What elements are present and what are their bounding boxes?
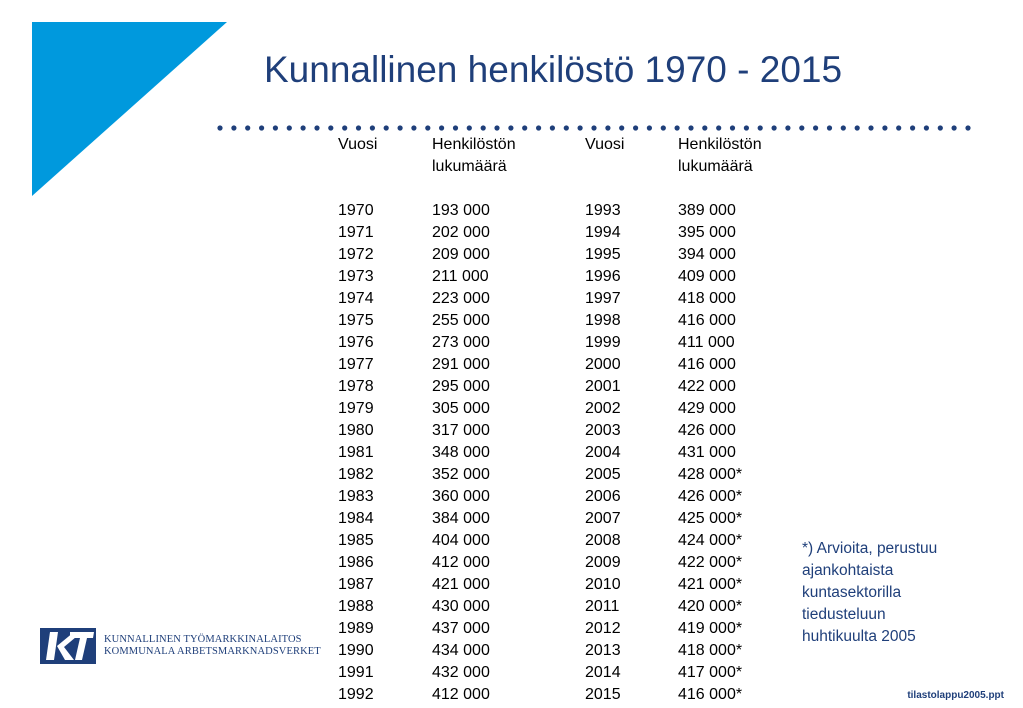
divider-dot [605,125,610,130]
divider-dot [370,125,375,130]
count-cell: 409 000 [678,268,736,285]
count-cell: 317 000 [432,422,490,439]
year-cell: 2001 [585,378,621,395]
corner-triangle [32,22,227,196]
divider-dot [314,125,319,130]
count-cell: 416 000 [678,312,736,329]
count-cell: 411 000 [678,334,735,351]
divider-dot [938,125,943,130]
year-cell: 1989 [338,620,374,637]
kt-logo-icon [40,628,96,664]
column-header: Henkilöstön [678,136,762,153]
year-cell: 2005 [585,466,621,483]
footnote-line: *) Arvioita, perustuu [802,540,938,557]
count-cell: 360 000 [432,488,490,505]
year-cell: 2013 [585,642,621,659]
count-list [432,200,516,706]
year-cell: 1998 [585,312,621,329]
table-right-year-column [585,134,624,706]
divider-dot [425,125,430,130]
count-cell: 429 000 [678,400,736,417]
year-cell: 1996 [585,268,621,285]
count-list [678,200,762,706]
year-cell: 2006 [585,488,621,505]
count-cell: 430 000 [432,598,490,615]
divider-dot [633,125,638,130]
year-cell: 1983 [338,488,374,505]
count-cell: 412 000 [432,554,490,571]
divider-dot [522,125,527,130]
table-right-count-column [678,134,762,706]
divider-dot [536,125,541,130]
divider-dot [785,125,790,130]
year-cell: 2011 [585,598,620,615]
year-cell: 1977 [338,356,374,373]
count-cell: 422 000* [678,554,743,571]
count-cell: 421 000 [432,576,490,593]
count-cell: 295 000 [432,378,490,395]
count-cell: 428 000* [678,466,743,483]
divider-dot [342,125,347,130]
divider-dot [688,125,693,130]
divider-dot [273,125,278,130]
year-cell: 1972 [338,246,374,263]
divider-dot [813,125,818,130]
column-header: Vuosi [338,136,378,153]
divider-dot [508,125,513,130]
divider-dot [868,125,873,130]
count-cell: 394 000 [678,246,736,263]
divider-dot [259,125,264,130]
year-cell: 1978 [338,378,374,395]
divider-dot [772,125,777,130]
count-cell: 418 000 [678,290,736,307]
count-cell: 223 000 [432,290,490,307]
divider-dot [661,125,666,130]
year-cell: 1997 [585,290,621,307]
count-cell: 209 000 [432,246,490,263]
footnote-line: tiedusteluun [802,606,886,623]
year-cell: 1971 [338,224,374,241]
divider-dot [287,125,292,130]
table-left-count-column [432,134,516,706]
footnote-line: kuntasektorilla [802,584,902,601]
year-cell: 1973 [338,268,374,285]
count-cell: 412 000 [432,686,490,703]
count-cell: 419 000* [678,620,743,637]
count-cell: 432 000 [432,664,490,681]
divider-dot [217,125,222,130]
count-cell: 416 000 [678,356,736,373]
year-cell: 1986 [338,554,374,571]
year-cell: 1993 [585,202,621,219]
column-header: Henkilöstön [432,136,516,153]
count-cell: 417 000* [678,664,743,681]
divider-dot [494,125,499,130]
year-cell: 2014 [585,664,621,681]
logo-line-sv: KOMMUNALA ARBETSMARKNADSVERKET [104,646,321,657]
logo-text [104,634,321,658]
year-cell: 1975 [338,312,374,329]
divider-dot [730,125,735,130]
year-cell: 1999 [585,334,621,351]
count-cell: 420 000* [678,598,743,615]
divider-dot [827,125,832,130]
count-cell: 426 000* [678,488,743,505]
divider-dot [882,125,887,130]
year-cell: 1994 [585,224,621,241]
year-cell: 1982 [338,466,374,483]
year-cell: 1990 [338,642,374,659]
divider-dot [481,125,486,130]
count-cell: 416 000* [678,686,743,703]
table-left-year-column [338,134,377,706]
count-cell: 437 000 [432,620,490,637]
divider-dot [675,125,680,130]
count-cell: 305 000 [432,400,490,417]
year-cell: 2012 [585,620,621,637]
divider-dot [328,125,333,130]
divider-dot [564,125,569,130]
divider-dot [398,125,403,130]
divider-dot [453,125,458,130]
divider-dot [910,125,915,130]
divider-dot [245,125,250,130]
divider-dot [356,125,361,130]
year-cell: 1980 [338,422,374,439]
year-cell: 2000 [585,356,621,373]
divider-dot [799,125,804,130]
footnote [802,538,1002,648]
year-cell: 1987 [338,576,374,593]
divider-dot [384,125,389,130]
logo-line-fi: KUNNALLINEN TYÖMARKKINALAITOS [104,634,302,645]
count-cell: 422 000 [678,378,736,395]
year-cell: 1974 [338,290,374,307]
count-cell: 418 000* [678,642,743,659]
corner-decoration [0,0,240,200]
year-cell: 1984 [338,510,374,527]
year-cell: 2009 [585,554,621,571]
divider-dot [439,125,444,130]
divider-dot [758,125,763,130]
year-cell: 2008 [585,532,621,549]
count-cell: 425 000* [678,510,743,527]
year-cell: 2010 [585,576,621,593]
count-cell: 431 000 [678,444,736,461]
divider-dot [578,125,583,130]
year-cell: 1979 [338,400,374,417]
divider-dot [619,125,624,130]
count-cell: 273 000 [432,334,490,351]
count-cell: 426 000 [678,422,736,439]
count-cell: 348 000 [432,444,490,461]
footnote-line: ajankohtaista [802,562,894,579]
count-cell: 384 000 [432,510,490,527]
count-cell: 202 000 [432,224,490,241]
count-cell: 424 000* [678,532,743,549]
year-cell: 1985 [338,532,374,549]
divider-dot [550,125,555,130]
year-cell: 2004 [585,444,621,461]
column-header-unit: lukumäärä [678,158,753,175]
slide-title: Kunnallinen henkilöstö 1970 - 2015 [264,49,843,90]
year-cell: 1991 [338,664,374,681]
divider-dot [647,125,652,130]
year-cell: 2015 [585,686,621,703]
year-cell: 2003 [585,422,621,439]
divider-dot [467,125,472,130]
year-list [585,200,624,706]
divider-dot [411,125,416,130]
footnote-line: huhtikuulta 2005 [802,628,916,645]
file-name: tilastolappu2005.ppt [907,690,1004,701]
divider-dot [231,125,236,130]
count-cell: 352 000 [432,466,490,483]
column-header-unit: lukumäärä [432,158,507,175]
year-list [338,200,377,706]
divider-dot [841,125,846,130]
year-cell: 2007 [585,510,621,527]
year-cell: 2002 [585,400,621,417]
divider-dot [744,125,749,130]
divider-dot [716,125,721,130]
column-header: Vuosi [585,136,625,153]
year-cell: 1970 [338,202,374,219]
count-cell: 434 000 [432,642,490,659]
count-cell: 395 000 [678,224,736,241]
organization-logo [40,628,321,664]
year-cell: 1992 [338,686,374,703]
count-cell: 404 000 [432,532,490,549]
count-cell: 255 000 [432,312,490,329]
year-cell: 1988 [338,598,374,615]
count-cell: 291 000 [432,356,490,373]
divider-dot [591,125,596,130]
dotted-divider [214,120,974,134]
count-cell: 193 000 [432,202,490,219]
divider-dot [301,125,306,130]
count-cell: 211 000 [432,268,489,285]
divider-dot [855,125,860,130]
count-cell: 389 000 [678,202,736,219]
divider-dot [896,125,901,130]
divider-dot [952,125,957,130]
count-cell: 421 000* [678,576,743,593]
divider-dot [702,125,707,130]
year-cell: 1981 [338,444,374,461]
year-cell: 1976 [338,334,374,351]
divider-dot [965,125,970,130]
year-cell: 1995 [585,246,621,263]
divider-dot [924,125,929,130]
